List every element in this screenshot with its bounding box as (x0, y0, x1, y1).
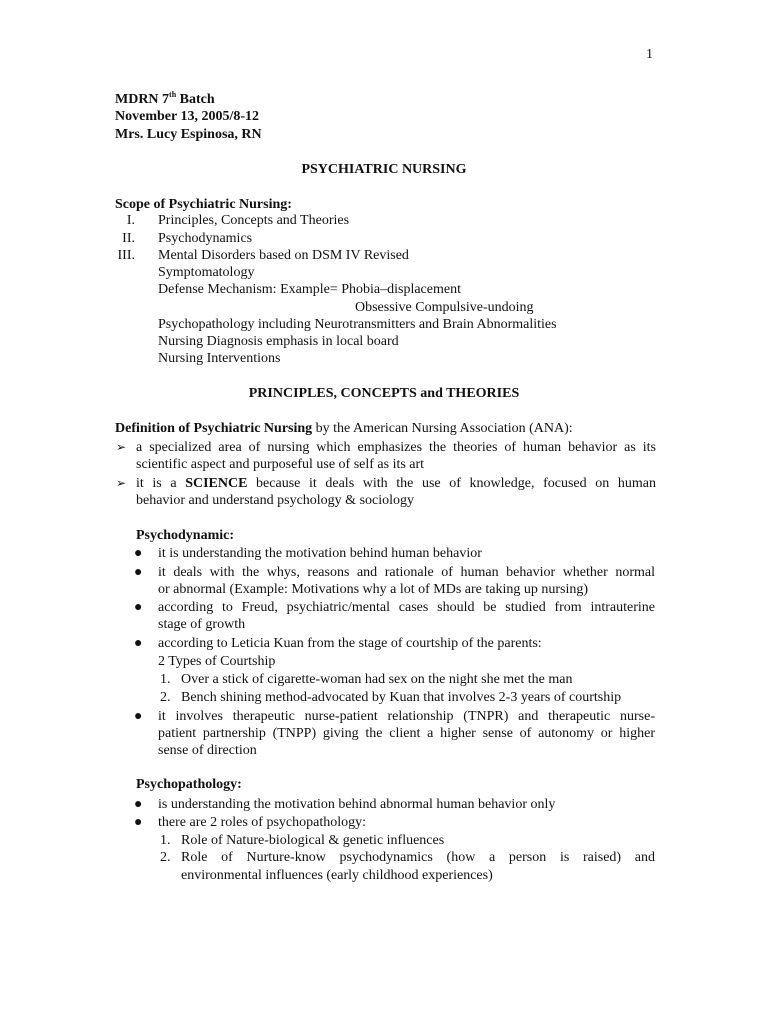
psychodynamic-bullet-3-line-2: stage of growth (158, 617, 246, 632)
scope-item-3-num: III. (117, 248, 135, 263)
definition-arrow-1-line-2: scientific aspect and purposeful use of self as its art (136, 457, 425, 472)
section-title: PRINCIPLES, CONCEPTS and THEORIES (248, 386, 520, 401)
document-title: PSYCHIATRIC NURSING (301, 162, 467, 177)
scope-item-3-text: Mental Disorders based on DSM IV Revised (158, 248, 409, 263)
role-2-line-1: Role of Nurture-know psychodynamics (how a person is raised) and (181, 850, 655, 865)
lecturer-line: Mrs. Lucy Espinosa, RN (115, 127, 262, 142)
scope-sub-item: Psychopathology including Neurotransmitters and Brain Abnormalities (158, 317, 557, 332)
arrow-bullet-icon: ➢ (116, 476, 127, 490)
science-prefix: it is a (136, 476, 186, 491)
bullet-icon: ● (134, 709, 143, 724)
psychopathology-bullet-2: there are 2 roles of psychopathology: (158, 815, 366, 830)
psychodynamic-bullet-2-line-1: it deals with the whys, reasons and rationale of human behavior whether normal (158, 565, 655, 580)
definition-arrow-2-line-1 (136, 475, 656, 492)
psychodynamic-bullet-1: it is understanding the motivation behind human behavior (158, 546, 482, 561)
batch-suffix: Batch (176, 92, 215, 107)
psychodynamic-bullet-5-line-2: patient partnership (TNPP) giving the client a higher sense of autonomy or higher (158, 726, 655, 741)
scope-sub-item: Symptomatology (158, 265, 255, 280)
role-2-num: 2. (160, 850, 171, 865)
courtship-1-text: Over a stick of cigarette-woman had sex on the night she met the man (181, 672, 573, 687)
scope-sub-item: Defense Mechanism: Example= Phobia–displacement (158, 282, 461, 297)
scope-sub-item: Nursing Diagnosis emphasis in local board (158, 334, 399, 349)
psychopathology-bullet-1: is understanding the motivation behind abnormal human behavior only (158, 797, 556, 812)
definition-line (115, 420, 573, 437)
courtship-2-num: 2. (160, 690, 171, 705)
role-1-text: Role of Nature-biological & genetic influences (181, 833, 445, 848)
psychodynamic-bullet-4-line-1: according to Leticia Kuan from the stage of courtship of the parents: (158, 636, 542, 651)
bullet-icon: ● (134, 636, 143, 651)
psychodynamic-bullet-5-line-3: sense of direction (158, 743, 257, 758)
date-line: November 13, 2005/8-12 (115, 109, 259, 124)
page-number: 1 (646, 47, 653, 62)
scope-sub-item: Nursing Interventions (158, 351, 281, 366)
bullet-icon: ● (134, 797, 143, 812)
psychodynamic-bullet-2-line-2: or abnormal (Example: Motivations why a lot of MDs are taking up nursing) (158, 582, 589, 597)
batch-prefix: MDRN 7 (115, 92, 170, 107)
definition-arrow-2-line-2: behavior and understand psychology & sociology (136, 493, 415, 508)
role-2-line-2: environmental influences (early childhood experiences) (181, 868, 493, 883)
science-suffix: because it deals with the use of knowledge, focused on human (247, 476, 656, 491)
scope-item-1-num: I. (126, 213, 135, 228)
psychodynamic-bullet-5-line-1: it involves therapeutic nurse-patient relationship (TNPR) and therapeutic nurse- (158, 709, 655, 724)
bullet-icon: ● (134, 546, 143, 561)
role-1-num: 1. (160, 833, 171, 848)
scope-heading: Scope of Psychiatric Nursing: (115, 197, 292, 212)
definition-term: Definition of Psychiatric Nursing (115, 421, 313, 436)
scope-item-1-text: Principles, Concepts and Theories (158, 213, 350, 228)
psychodynamic-heading: Psychodynamic: (136, 528, 234, 543)
courtship-2-text: Bench shining method-advocated by Kuan that involves 2-3 years of courtship (181, 690, 622, 705)
scope-item-2-num: II. (122, 231, 135, 246)
scope-sub-item: Obsessive Compulsive-undoing (355, 300, 534, 315)
bullet-icon: ● (134, 565, 143, 580)
batch-superscript: th (169, 90, 177, 99)
bullet-icon: ● (134, 600, 143, 615)
science-term: SCIENCE (185, 476, 248, 491)
arrow-bullet-icon: ➢ (116, 440, 127, 454)
courtship-1-num: 1. (160, 672, 171, 687)
psychodynamic-bullet-4-line-2: 2 Types of Courtship (158, 654, 276, 669)
psychodynamic-bullet-3-line-1: according to Freud, psychiatric/mental cases should be studied from intrauterine (158, 600, 655, 615)
psychopathology-heading: Psychopathology: (136, 777, 242, 792)
definition-arrow-1-line-1: a specialized area of nursing which emphasizes the theories of human behavior as its (136, 440, 656, 455)
bullet-icon: ● (134, 815, 143, 830)
batch-line (115, 91, 215, 108)
definition-source: by the American Nursing Association (ANA): (312, 421, 573, 436)
scope-item-2-text: Psychodynamics (158, 231, 253, 246)
